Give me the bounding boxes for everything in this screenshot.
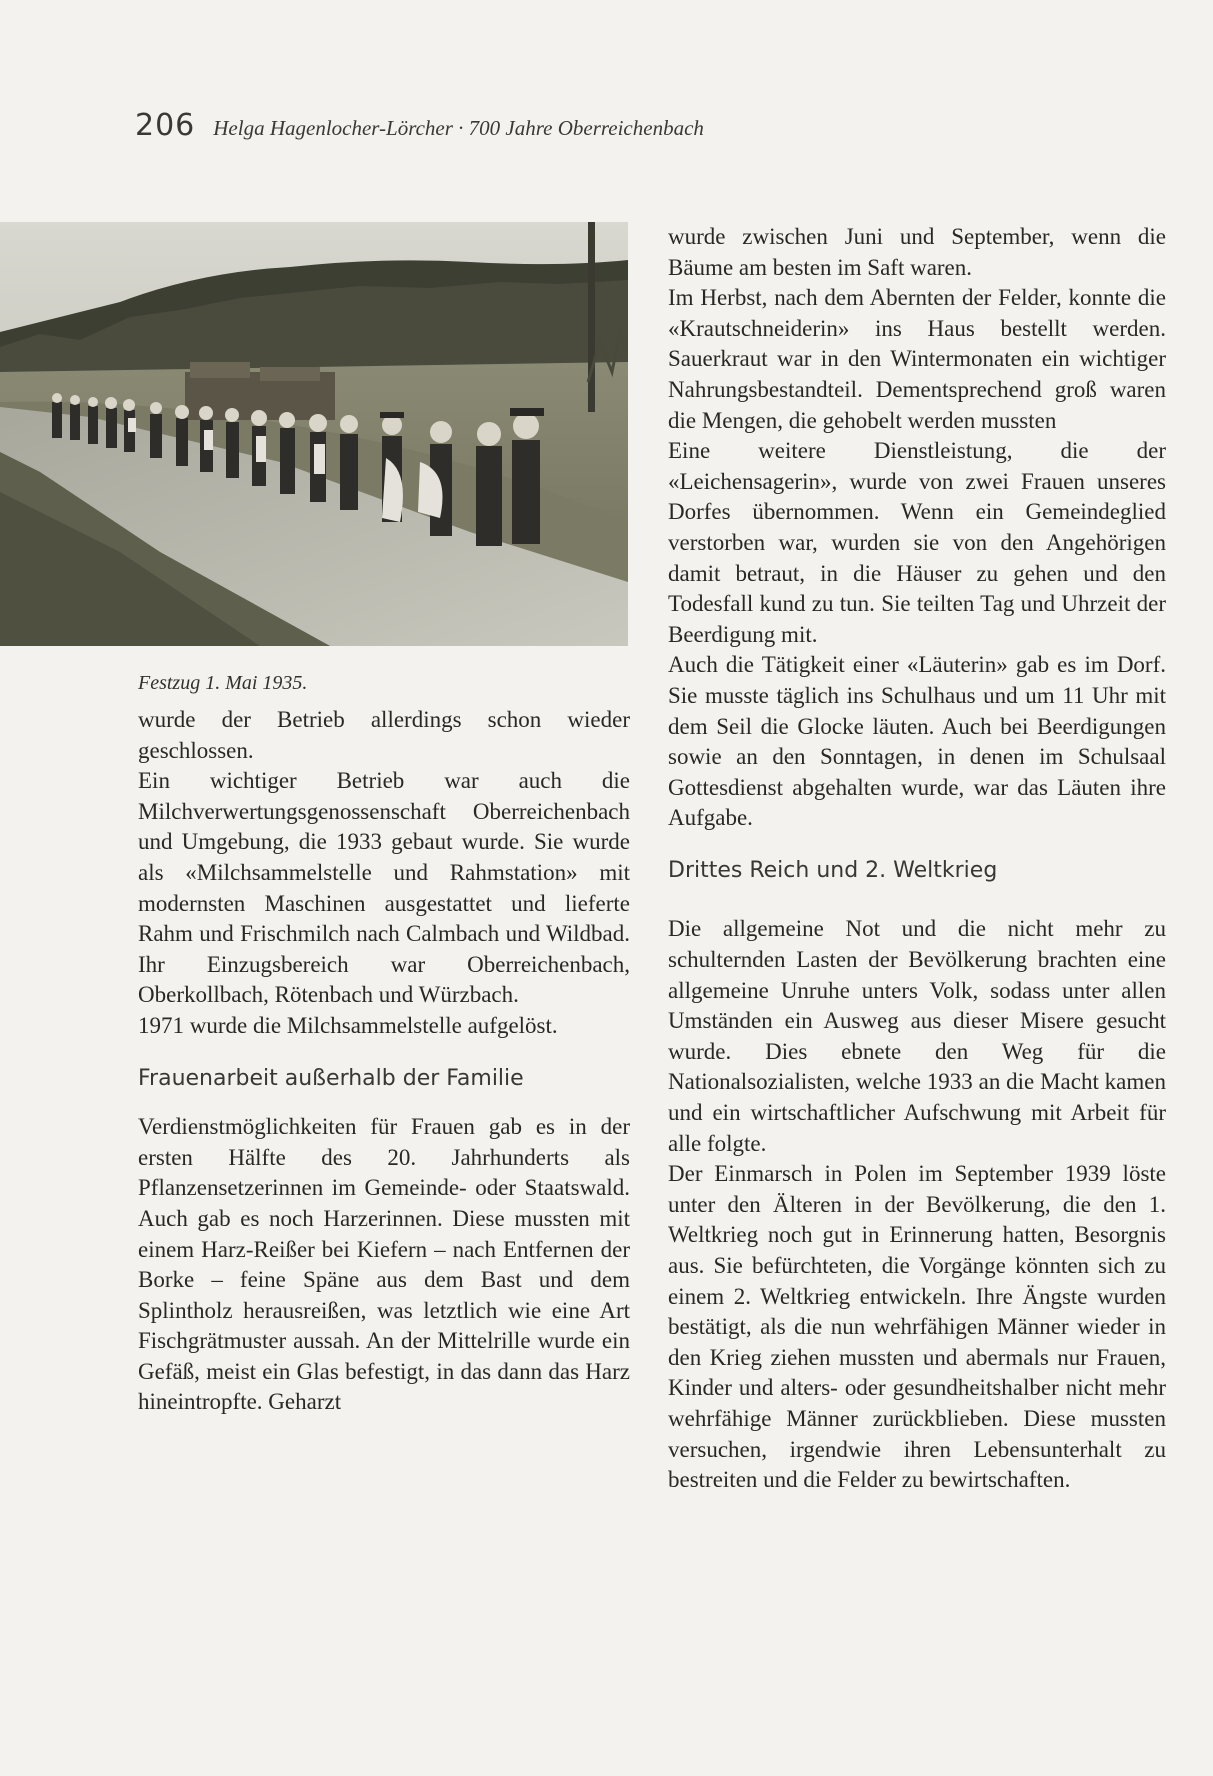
procession-photo — [0, 222, 628, 646]
paragraph: Ein wichtiger Betrieb war auch die Milchverwertungsgenossenschaft Oberreichenbach und Umgebung, die 1933 gebaut wurde. Sie wurde als «Milchsammelstelle und Rahmstation» mit modernsten Maschinen ausgestattet und lieferte Rahm und Frischmilch nach Calmbach und Wildbad. Ihr Einzugsbereich war Oberreichenbach, Oberkollbach, Rötenbach und Würzbach. — [138, 768, 630, 1008]
paragraph: Verdienstmöglichkeiten für Frauen gab es in der ersten Hälfte des 20. Jahrhunderts als Pflanzensetzerinnen im Gemeinde- oder Staatswald. Auch gab es noch Harzerinnen. Diese mussten mit einem Harz-Reißer bei Kiefern – nach Entfernen der Borke – feine Späne aus dem Bast und dem Splintholz herausreißen, was letztlich wie eine Art Fischgrätmuster aussah. An der Mittelrille wurde ein Gefäß, meist ein Glas befestigt, in das dann das Harz hineintropfte. Geharzt — [138, 1114, 630, 1415]
paragraph: Auch die Tätigkeit einer «Läuterin» gab es im Dorf. Sie musste täglich ins Schulhaus und um 11 Uhr mit dem Seil die Glocke läuten. Auch bei Beerdigungen sowie an den Sonntagen, in denen im Schulsaal Gottesdienst abgehalten wurde, war das Läuten ihre Aufgabe. — [668, 652, 1166, 831]
left-column — [138, 705, 630, 1418]
paragraph: wurde zwischen Juni und September, wenn die Bäume am besten im Saft waren. — [668, 224, 1166, 280]
right-column — [668, 222, 1166, 1496]
paragraph: Die allgemeine Not und die nicht mehr zu schulternden Lasten der Bevölkerung brachten eine allgemeine Unruhe unters Volk, sodass unter allen Umständen ein Ausweg aus dieser Misere gesucht wurde. Dies ebnete den Weg für die Nationalsozialisten, welche 1933 an die Macht kamen und ein wirtschaftlicher Aufschwung mit Arbeit für alle folgte. — [668, 916, 1166, 1156]
figure-caption: Festzug 1. Mai 1935. — [138, 672, 308, 694]
paragraph: Der Einmarsch in Polen im September 1939 löste unter den Älteren in der Bevölkerung, die den 1. Weltkrieg noch gut in Erinnerung hatten, Besorgnis aus. Sie befürchteten, die Vorgänge könnten sich zu einem 2. Weltkrieg entwickeln. Ihre Ängste wurden bestätigt, als die nun wehrfähigen Männer wieder in den Krieg ziehen mussten und abermals nur Frauen, Kinder und alters- oder gesundheitshalber nicht mehr wehrfähige Männer zurückblieben. Diese mussten versuchen, irgendwie ihren Lebensunterhalt zu bestreiten und die Felder zu bewirtschaften. — [668, 1161, 1166, 1493]
paragraph: 1971 wurde die Milchsammelstelle aufgelöst. — [138, 1012, 558, 1038]
paragraph: Im Herbst, nach dem Abernten der Felder, konnte die «Krautschneiderin» ins Haus bestellt werden. Sauerkraut war in den Wintermonaten ein wichtiger Nahrungsbestandteil. Dementsprechend groß waren die Mengen, die gehobelt werden mussten — [668, 285, 1166, 433]
paragraph: Eine weitere Dienstleistung, die der «Leichensagerin», wurde von zwei Frauen unseres Dorfes übernommen. Wenn ein Gemeindeglied verstorben war, wurden sie von den Angehörigen damit betraut, in die Häuser zu gehen und den Todesfall kund zu tun. Sie teilten Tag und Uhrzeit der Beerdigung mit. — [668, 438, 1166, 647]
section-heading: Frauenarbeit außerhalb der Familie — [138, 1065, 524, 1091]
page-number: 206 — [135, 108, 196, 143]
section-heading: Drittes Reich und 2. Weltkrieg — [668, 857, 998, 883]
paragraph: wurde der Betrieb allerdings schon wieder geschlossen. — [138, 707, 630, 763]
page-header — [135, 108, 704, 143]
running-head: Helga Hagenlocher-Lörcher · 700 Jahre Oberreichenbach — [213, 116, 704, 140]
